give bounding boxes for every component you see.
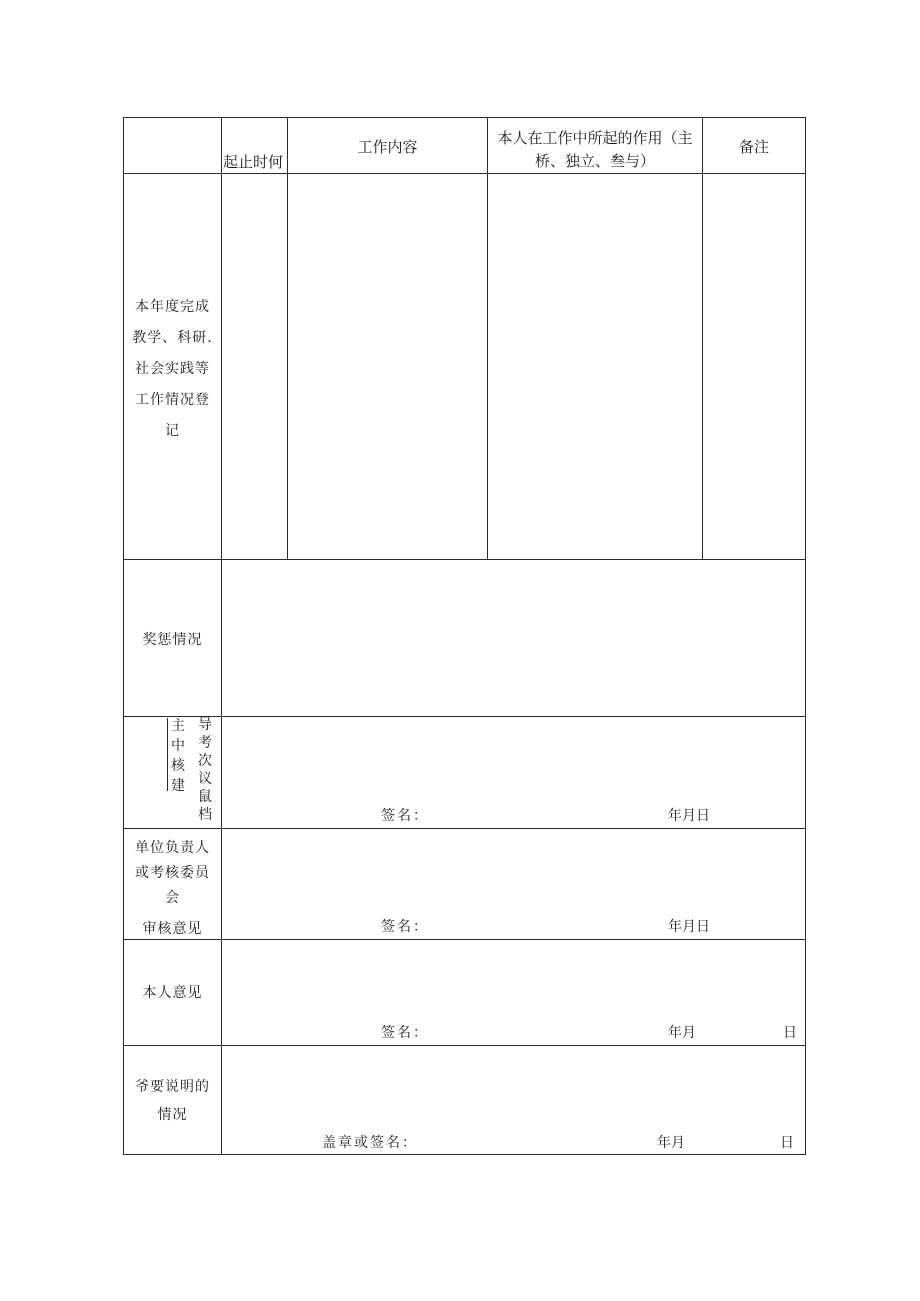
notes-date-day: 日 (780, 1135, 794, 1151)
review-label-char: 主 (171, 718, 185, 734)
review-label-char: 建 (171, 778, 185, 794)
unit-label-line: 单位负责人 (135, 840, 210, 856)
table-border-right (805, 117, 806, 1155)
notes-sign-label: 盖章或签名： (322, 1135, 418, 1151)
review-label-char: 次 (198, 753, 212, 769)
unit-date-label: 年月日 (668, 919, 710, 935)
table-border-bottom (123, 1154, 806, 1155)
work-section-label (124, 292, 221, 447)
notes-section-label (124, 1073, 221, 1129)
notes-date-year-month: 年月 (657, 1135, 685, 1151)
review-sign-label: 签名： (381, 808, 429, 824)
review-label-char: 导 (198, 717, 212, 733)
work-label-line: 教学、科研. (132, 330, 213, 346)
self-date-day: 日 (783, 1025, 797, 1041)
unit-label-line: 或考核委员 (135, 865, 210, 881)
unit-section-divider (123, 939, 806, 940)
work-label-line: 记 (165, 423, 180, 439)
self-date-year-month: 年月 (668, 1025, 696, 1041)
role-column-divider (702, 117, 703, 560)
review-section-divider (123, 828, 806, 829)
review-label-char: 中 (171, 738, 185, 754)
label-column-divider (221, 117, 222, 1155)
unit-section-label (124, 836, 221, 942)
review-label-col1 (170, 716, 186, 796)
review-label-char: 核 (171, 758, 185, 774)
time-column-divider (287, 117, 288, 560)
work-label-line: 工作情况登 (135, 392, 210, 408)
notes-label-line: 爷要说明的 (135, 1079, 210, 1095)
unit-label-line: 审核意见 (142, 921, 203, 937)
review-label-char: 考 (198, 735, 212, 751)
header-content: 工作内容 (357, 138, 418, 156)
unit-sign-label: 签名： (381, 919, 429, 935)
work-section-divider (123, 559, 806, 560)
self-sign-label: 签名： (381, 1025, 429, 1041)
header-role-line1: 本人在工作中所起的作用（主 (497, 129, 693, 147)
table-border-top (123, 117, 806, 118)
notes-label-line: 情况 (157, 1107, 188, 1123)
header-time: 起止时何 (223, 153, 284, 171)
work-label-line: 社会实践等 (135, 361, 210, 377)
content-column-divider (487, 117, 488, 560)
self-opinion-label: 本人意见 (142, 985, 203, 1001)
review-label-char: 鼠 (198, 789, 212, 805)
review-label-char: 档 (198, 807, 212, 823)
review-label-col2 (197, 716, 213, 824)
review-label-char: 议 (198, 771, 212, 787)
unit-label-line: 会 (165, 890, 180, 906)
header-divider (123, 173, 806, 174)
header-role-line2: 桥、独立、叁与） (534, 152, 655, 170)
review-label-bracket (167, 718, 168, 791)
header-note: 备注 (738, 138, 769, 156)
awards-section-divider (123, 716, 806, 717)
work-label-line: 本年度完成 (135, 299, 210, 315)
self-section-divider (123, 1045, 806, 1046)
awards-label: 奖惩情况 (142, 632, 203, 648)
review-date-label: 年月日 (668, 808, 710, 824)
